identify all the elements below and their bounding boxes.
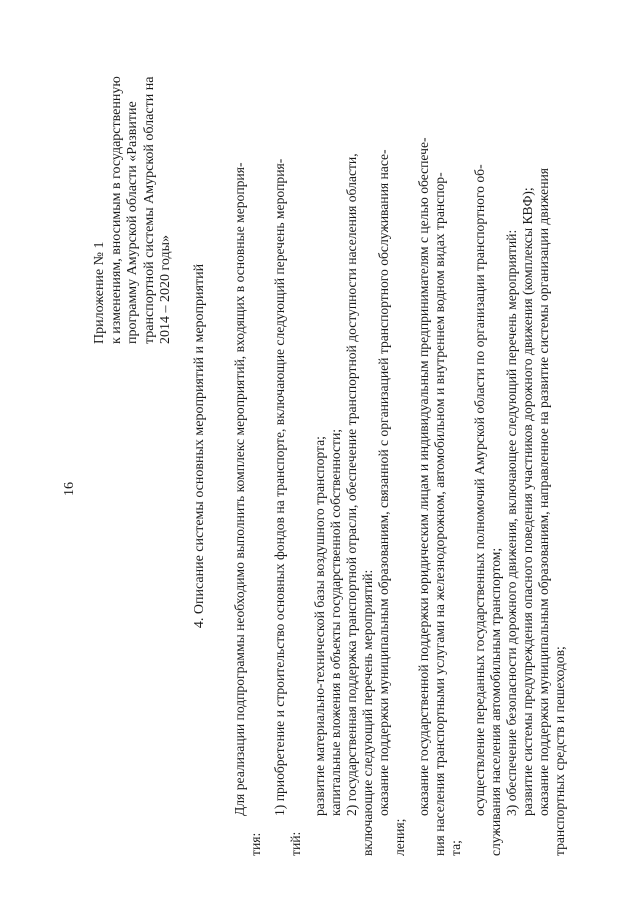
- appendix-line: к изменениям, вносимым в государственную: [108, 76, 124, 344]
- paragraph-line: оказание поддержки муниципальным образованиям, направленное на развитие системы организации движения: [536, 167, 551, 816]
- paragraph-line: тия:: [248, 832, 263, 856]
- paragraph-line: развитие системы предупреждения опасного поведения участников дорожного движения (комплексы КВФ);: [520, 187, 535, 816]
- paragraph-line: развитие материально-технической базы воздушного транспорта;: [312, 436, 327, 816]
- section-title: 4. Описание системы основных мероприятий и мероприятий: [192, 263, 207, 629]
- paragraph-line: транспортных средств и пешеходов;: [552, 646, 567, 856]
- paragraph-line: оказание поддержки муниципальным образованиям, связанной с организацией транспортного обслуживания насе-: [376, 149, 391, 816]
- paragraph-line: включающие следующий перечень мероприятий:: [360, 569, 375, 856]
- paragraph-line: та;: [448, 840, 463, 856]
- paragraph-line: осуществление переданных государственных полномочий Амурской области по организации транспортного об-: [472, 164, 487, 816]
- page-number: 16: [62, 482, 77, 496]
- paragraph-line: ния населения транспортными услугами на железнодорожном, автомобильном и внутреннем водном видах транспор-: [432, 172, 447, 856]
- paragraph-line: оказание государственной поддержки юридическим лицам и индивидуальным предпринимателям с целью обеспече-: [416, 137, 431, 816]
- paragraph-line: 3) обеспечение безопасности дорожного движения, включающее следующий перечень мероприятий:: [504, 229, 519, 816]
- paragraph-line: капитальные вложения в объекты государственной собственности;: [328, 428, 343, 816]
- paragraph-line: Для реализации подпрограммы необходимо выполнить комплекс мероприятий, входящих в основные мероприя-: [232, 162, 247, 816]
- paragraph-line: 2) государственная поддержка транспортной отрасли, обеспечение транспортной доступности населения области,: [344, 153, 359, 816]
- paragraph-line: тий:: [288, 831, 303, 856]
- appendix-header: [92, 34, 175, 344]
- paragraph-line: служивания населения автомобильным транспортом;: [488, 547, 503, 856]
- appendix-line: программу Амурской области «Развитие: [125, 101, 140, 344]
- rotated-content: [42, 36, 602, 856]
- paragraph-line: 1) приобретение и строительство основных фондов на транспорте, включающие следующий перечень мероприя-: [272, 158, 287, 816]
- appendix-line: 2014 – 2020 годы»: [158, 234, 173, 344]
- paragraph-line: ления;: [392, 818, 407, 856]
- appendix-line: транспортной системы Амурской области на: [141, 76, 157, 344]
- body-text: [232, 36, 568, 856]
- appendix-title: Приложение № 1: [92, 241, 107, 344]
